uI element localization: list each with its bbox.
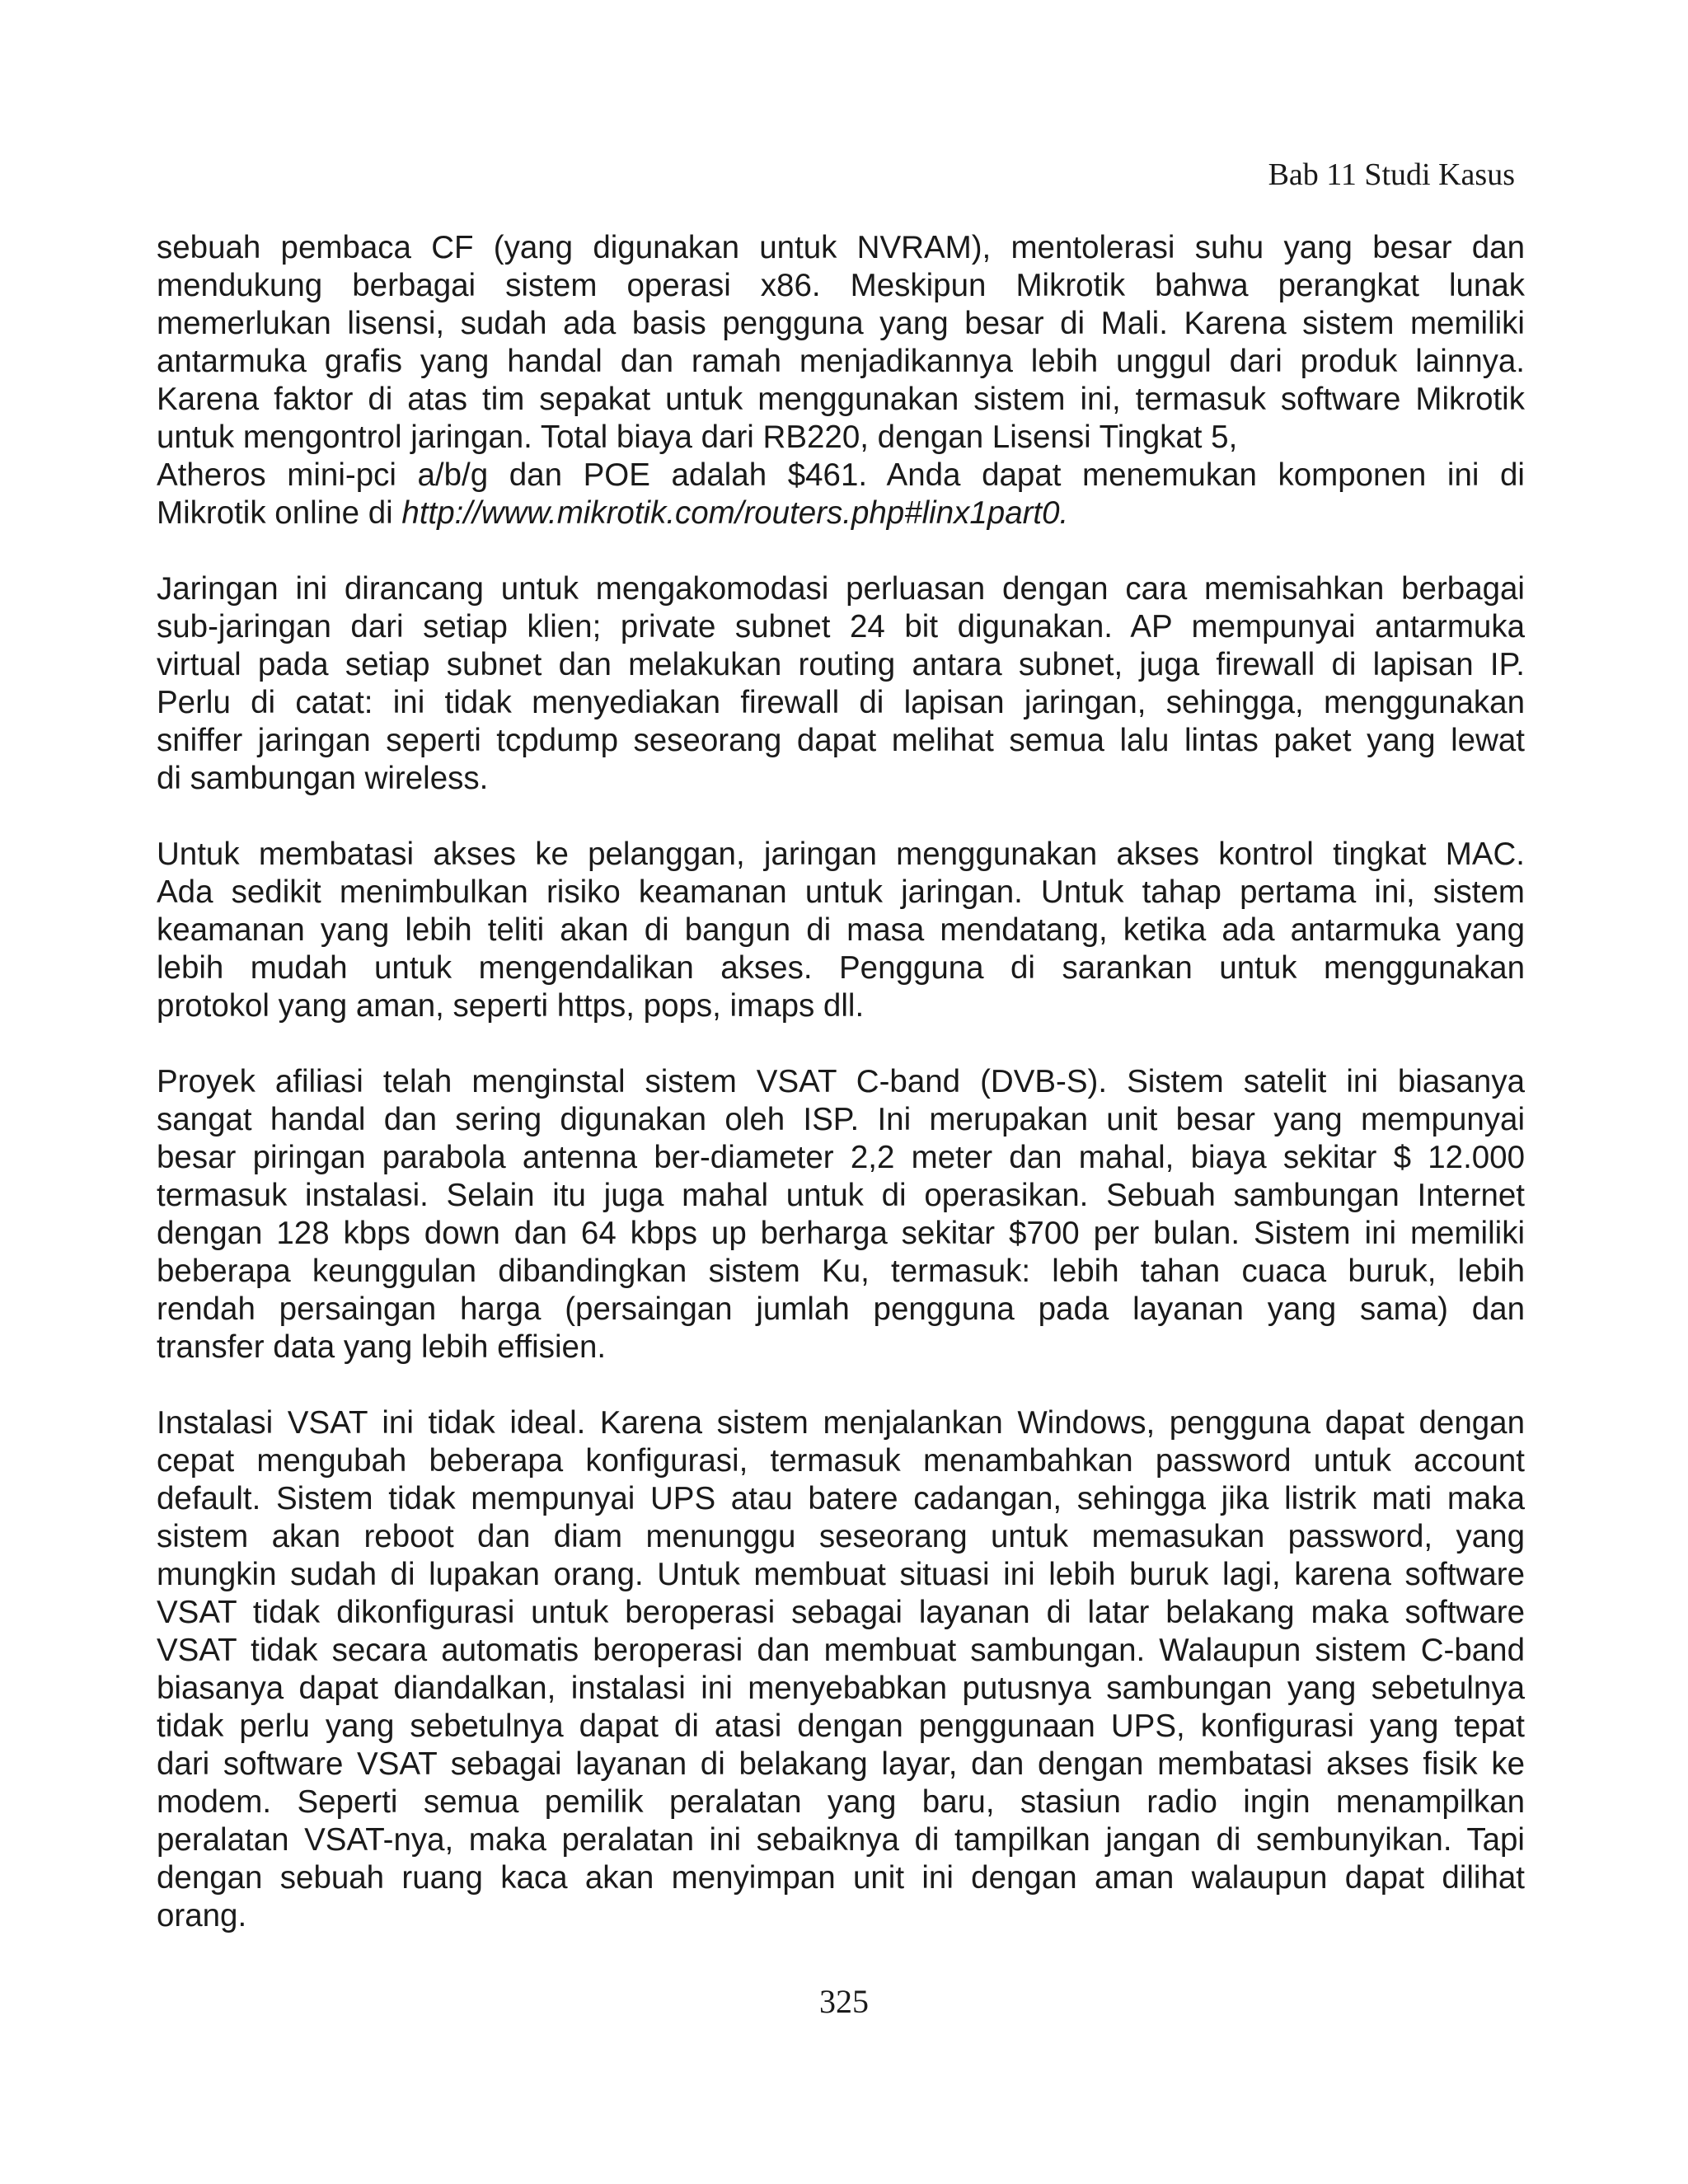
text-line: lebih mudah untuk mengendalikan akses. Pengguna di sarankan untuk menggunakan [157,950,1525,986]
text-line: Jaringan ini dirancang untuk mengakomodasi perluasan dengan cara memisahkan berbagai [157,571,1525,607]
text-line: beberapa keunggulan dibandingkan sistem Ku, termasuk: lebih tahan cuaca buruk, lebih [157,1254,1525,1289]
text-line: rendah persaingan harga (persaingan jumlah pengguna pada layanan yang sama) dan [157,1291,1525,1327]
text-line: default. Sistem tidak mempunyai UPS atau batere cadangan, sehingga jika listrik mati maka [157,1481,1525,1516]
link-prefix: Mikrotik online di [157,495,402,531]
text-line-with-link [157,494,1525,532]
text-line: sub-jaringan dari setiap klien; private subnet 24 bit digunakan. AP mempunyai antarmuka [157,609,1525,644]
text-line: sistem akan reboot dan diam menunggu seseorang untuk memasukan password, yang [157,1519,1525,1554]
text-line: keamanan yang lebih teliti akan di bangun di masa mendatang, ketika ada antarmuka yang [157,912,1525,948]
paragraph-vsat-system [157,1063,1525,1366]
text-line: tidak perlu yang sebetulnya dapat di atasi dengan penggunaan UPS, konfigurasi yang tepat [157,1708,1525,1744]
text-line: VSAT tidak dikonfigurasi untuk beroperasi sebagai layanan di latar belakang maka software [157,1595,1525,1630]
text-line: untuk mengontrol jaringan. Total biaya dari RB220, dengan Lisensi Tingkat 5, [157,419,1238,455]
text-line: Perlu di catat: ini tidak menyediakan firewall di lapisan jaringan, sehingga, menggunakan [157,685,1525,720]
text-line: transfer data yang lebih effisien. [157,1329,607,1365]
text-line: besar piringan parabola antenna ber-diameter 2,2 meter dan mahal, biaya sekitar $ 12.000 [157,1140,1525,1175]
text-line: Karena faktor di atas tim sepakat untuk menggunakan sistem ini, termasuk software Mikrotik [157,382,1525,417]
text-line: dengan 128 kbps down dan 64 kbps up berharga sekitar $700 per bulan. Sistem ini memiliki [157,1216,1525,1251]
text-line: sangat handal dan sering digunakan oleh ISP. Ini merupakan unit besar yang mempunyai [157,1102,1525,1137]
text-line: dengan sebuah ruang kaca akan menyimpan unit ini dengan aman walaupun dapat dilihat [157,1860,1525,1896]
text-line: cepat mengubah beberapa konfigurasi, termasuk menambahkan password untuk account [157,1443,1525,1479]
text-line: dari software VSAT sebagai layanan di belakang layar, dan dengan membatasi akses fisik ke [157,1746,1525,1782]
text-line: Ada sedikit menimbulkan risiko keamanan untuk jaringan. Untuk tahap pertama ini, sistem [157,874,1525,910]
paragraph-subnet [157,570,1525,798]
text-line: orang. [157,1898,247,1933]
running-header: Bab 11 Studi Kasus [1268,157,1515,192]
text-line: memerlukan lisensi, sudah ada basis pengguna yang besar di Mali. Karena sistem memiliki [157,306,1525,341]
text-line: mungkin sudah di lupakan orang. Untuk membuat situasi ini lebih buruk lagi, karena software [157,1557,1525,1592]
text-line: Instalasi VSAT ini tidak ideal. Karena sistem menjalankan Windows, pengguna dapat dengan [157,1405,1525,1441]
text-line: Proyek afiliasi telah menginstal sistem VSAT C-band (DVB-S). Sistem satelit ini biasanya [157,1064,1525,1099]
text-line: protokol yang aman, seperti https, pops, imaps dll. [157,988,865,1024]
paragraph-access-control [157,836,1525,1025]
text-line: modem. Seperti semua pemilik peralatan yang baru, stasiun radio ingin menampilkan [157,1784,1525,1820]
text-line: peralatan VSAT-nya, maka peralatan ini sebaiknya di tampilkan jangan di sembunyikan. Tapi [157,1822,1525,1858]
mikrotik-url-link[interactable]: http://www.mikrotik.com/routers.php#linx1part0. [401,495,1069,531]
text-line: Atheros mini-pci a/b/g dan POE adalah $461. Anda dapat menemukan komponen ini di [157,457,1525,493]
paragraph-mikrotik [157,229,1525,532]
text-line: Untuk membatasi akses ke pelanggan, jaringan menggunakan akses kontrol tingkat MAC. [157,837,1525,872]
text-line: VSAT tidak secara automatis beroperasi dan membuat sambungan. Walaupun sistem C-band [157,1633,1525,1668]
text-line: sebuah pembaca CF (yang digunakan untuk NVRAM), mentolerasi suhu yang besar dan [157,230,1525,265]
text-line: biasanya dapat diandalkan, instalasi ini menyebabkan putusnya sambungan yang sebetulnya [157,1671,1525,1706]
body-text [157,229,1525,1935]
text-line: virtual pada setiap subnet dan melakukan routing antara subnet, juga firewall di lapisan IP. [157,647,1525,682]
text-line: termasuk instalasi. Selain itu juga mahal untuk di operasikan. Sebuah sambungan Internet [157,1178,1525,1213]
text-line: di sambungan wireless. [157,761,489,796]
page-number: 325 [819,1983,869,2020]
text-line: antarmuka grafis yang handal dan ramah menjadikannya lebih unggul dari produk lainnya. [157,344,1525,379]
paragraph-vsat-installation [157,1404,1525,1935]
text-line: mendukung berbagai sistem operasi x86. Meskipun Mikrotik bahwa perangkat lunak [157,268,1525,303]
text-line: sniffer jaringan seperti tcpdump seseorang dapat melihat semua lalu lintas paket yang lewat [157,723,1525,758]
